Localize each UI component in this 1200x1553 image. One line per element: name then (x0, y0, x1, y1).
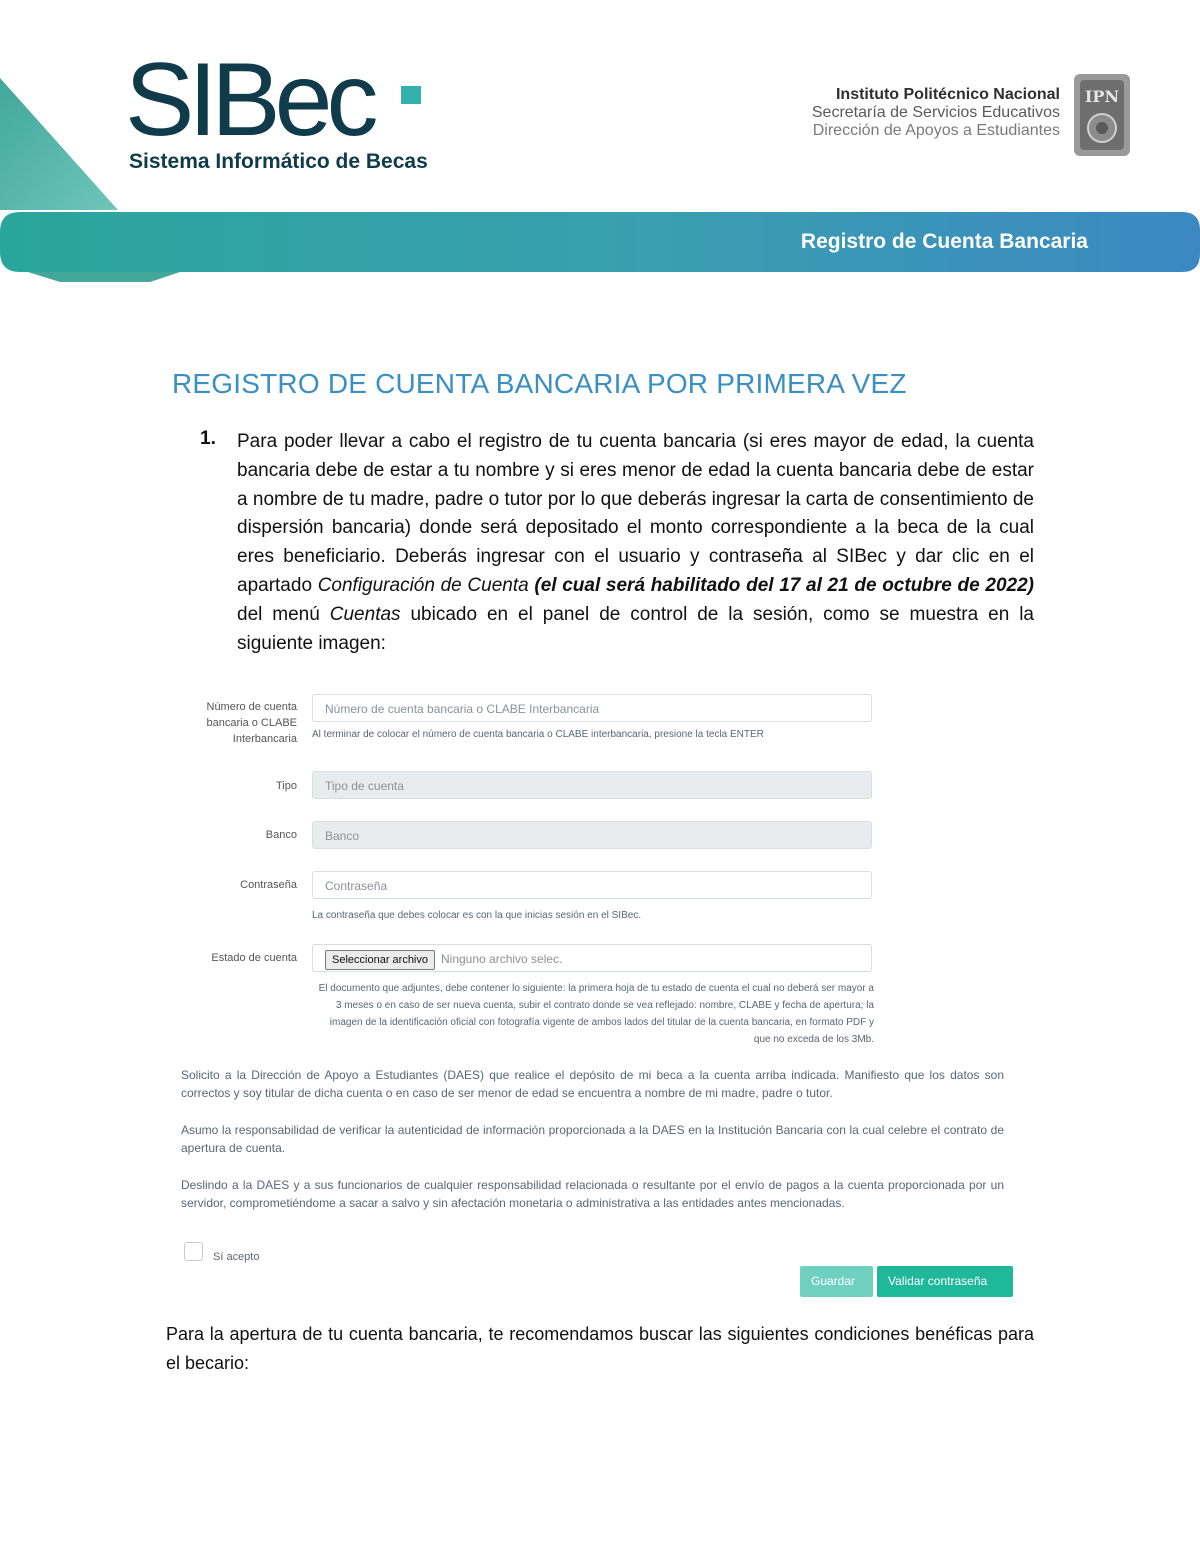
accept-checkbox-label: Sí acepto (213, 1251, 260, 1263)
account-number-help: Al terminar de colocar el número de cuenta bancaria o CLABE interbancaria, presione la tecla ENTER (312, 729, 764, 740)
account-number-input[interactable]: Número de cuenta bancaria o CLABE Interbancaria (312, 694, 872, 722)
institution-block (812, 86, 1060, 140)
step-text-part1: Para poder llevar a cabo el registro de tu cuenta bancaria (si eres mayor de edad, la cuenta bancaria debe de estar a tu nombre y si eres menor de edad la cuenta bancaria debe de estar a nombre de tu madre, padre o tutor por lo que deberás ingresar la carta de consentimiento de dispersión bancaria) donde será depositado el monto correspondiente a la beca de la cual eres beneficiario. Deberás ingresar con el usuario y contraseña al SIBec y dar clic en el apartado (237, 431, 1034, 596)
validate-password-button[interactable]: Validar contraseña (877, 1266, 1013, 1297)
logo-wordmark: SIBec (125, 42, 373, 158)
declaration-disclaimer: Deslindo a la DAES y a sus funcionarios de cualquier responsabilidad relacionada o resultante por el envío de pagos a la cuenta proporcionada por un servidor, comprometiéndome a sacar a salvo y sin afectación monetaria o administrativa a las entidades antes mencionadas. (181, 1178, 1004, 1210)
menu-name-cuentas: Cuentas (329, 603, 401, 625)
closing-paragraph: Para la apertura de tu cuenta bancaria, te recomendamos buscar las siguientes condiciones benéficas para el becario: (166, 1324, 1034, 1373)
account-type-label: Tipo (276, 780, 297, 792)
bank-label: Banco (265, 829, 297, 841)
password-input[interactable]: Contraseña (312, 871, 872, 899)
account-number-label: Número de cuenta bancaria o CLABE Interbancaria (206, 701, 297, 745)
banner-title: Registro de Cuenta Bancaria (800, 230, 1088, 253)
declaration-responsibility: Asumo la responsabilidad de verificar la autenticidad de información proporcionada a la DAES en la Institución Bancaria con la cual celebre el contrato de apertura de cuenta. (181, 1123, 1004, 1155)
bank-account-form (170, 688, 1030, 1308)
page-heading: REGISTRO DE CUENTA BANCARIA POR PRIMERA VEZ (172, 368, 907, 399)
statement-label: Estado de cuenta (211, 952, 297, 964)
statement-file-input[interactable] (312, 944, 872, 972)
sibec-logo (125, 42, 435, 178)
bank-field[interactable]: Banco (312, 821, 872, 849)
step-text (237, 428, 1034, 658)
select-file-button[interactable]: Seleccionar archivo (325, 950, 435, 970)
availability-dates: (el cual será habilitado del 17 al 21 de octubre de 2022) (534, 574, 1034, 596)
account-type-select[interactable]: Tipo de cuenta (312, 771, 872, 799)
step-text-part2: del menú (237, 603, 330, 625)
step-text-part3: ubicado en el panel de control de la sesión, como se muestra en la siguiente imagen: (237, 603, 1034, 654)
institution-name: Instituto Politécnico Nacional (835, 86, 1060, 103)
logo-subtitle: Sistema Informático de Becas (129, 150, 428, 173)
menu-option-config: Configuración de Cuenta (317, 574, 529, 596)
password-help: La contraseña que debes colocar es con la que inicias sesión en el SIBec. (312, 910, 642, 921)
ipn-seal-icon (1072, 72, 1132, 158)
accept-checkbox[interactable] (184, 1242, 203, 1261)
declaration-deposit: Solicito a la Dirección de Apoyo a Estudiantes (DAES) que realice el depósito de mi beca a la cuenta arriba indicada. Manifiesto que los datos son correctos y soy titular de dicha cuenta o en caso de ser menor de edad se encuentra a nombre de mi madre, padre o tutor. (181, 1068, 1004, 1100)
institution-direction: Dirección de Apoyos a Estudiantes (812, 122, 1060, 139)
institution-secretariat: Secretaría de Servicios Educativos (811, 104, 1060, 121)
step-number: 1. (200, 428, 216, 449)
save-button[interactable]: Guardar (800, 1266, 873, 1297)
svg-text:IPN: IPN (1084, 87, 1120, 106)
file-status: Ninguno archivo selec. (441, 952, 563, 966)
logo-accent-square (401, 86, 421, 104)
password-label: Contraseña (240, 879, 297, 891)
statement-note: El documento que adjuntes, debe contener lo siguiente: la primera hoja de tu estado de cuenta el cual no deberá ser mayor a 3 meses o en caso de ser nueva cuenta, subir el contrato donde se vea reflejado: nombre, CLABE y fecha de apertura; la imagen de la identificación oficial con fotografía vigente de ambos lados del titular de la cuenta bancaria, en formato PDF y que no exceda de los 3Mb. (318, 983, 874, 1045)
